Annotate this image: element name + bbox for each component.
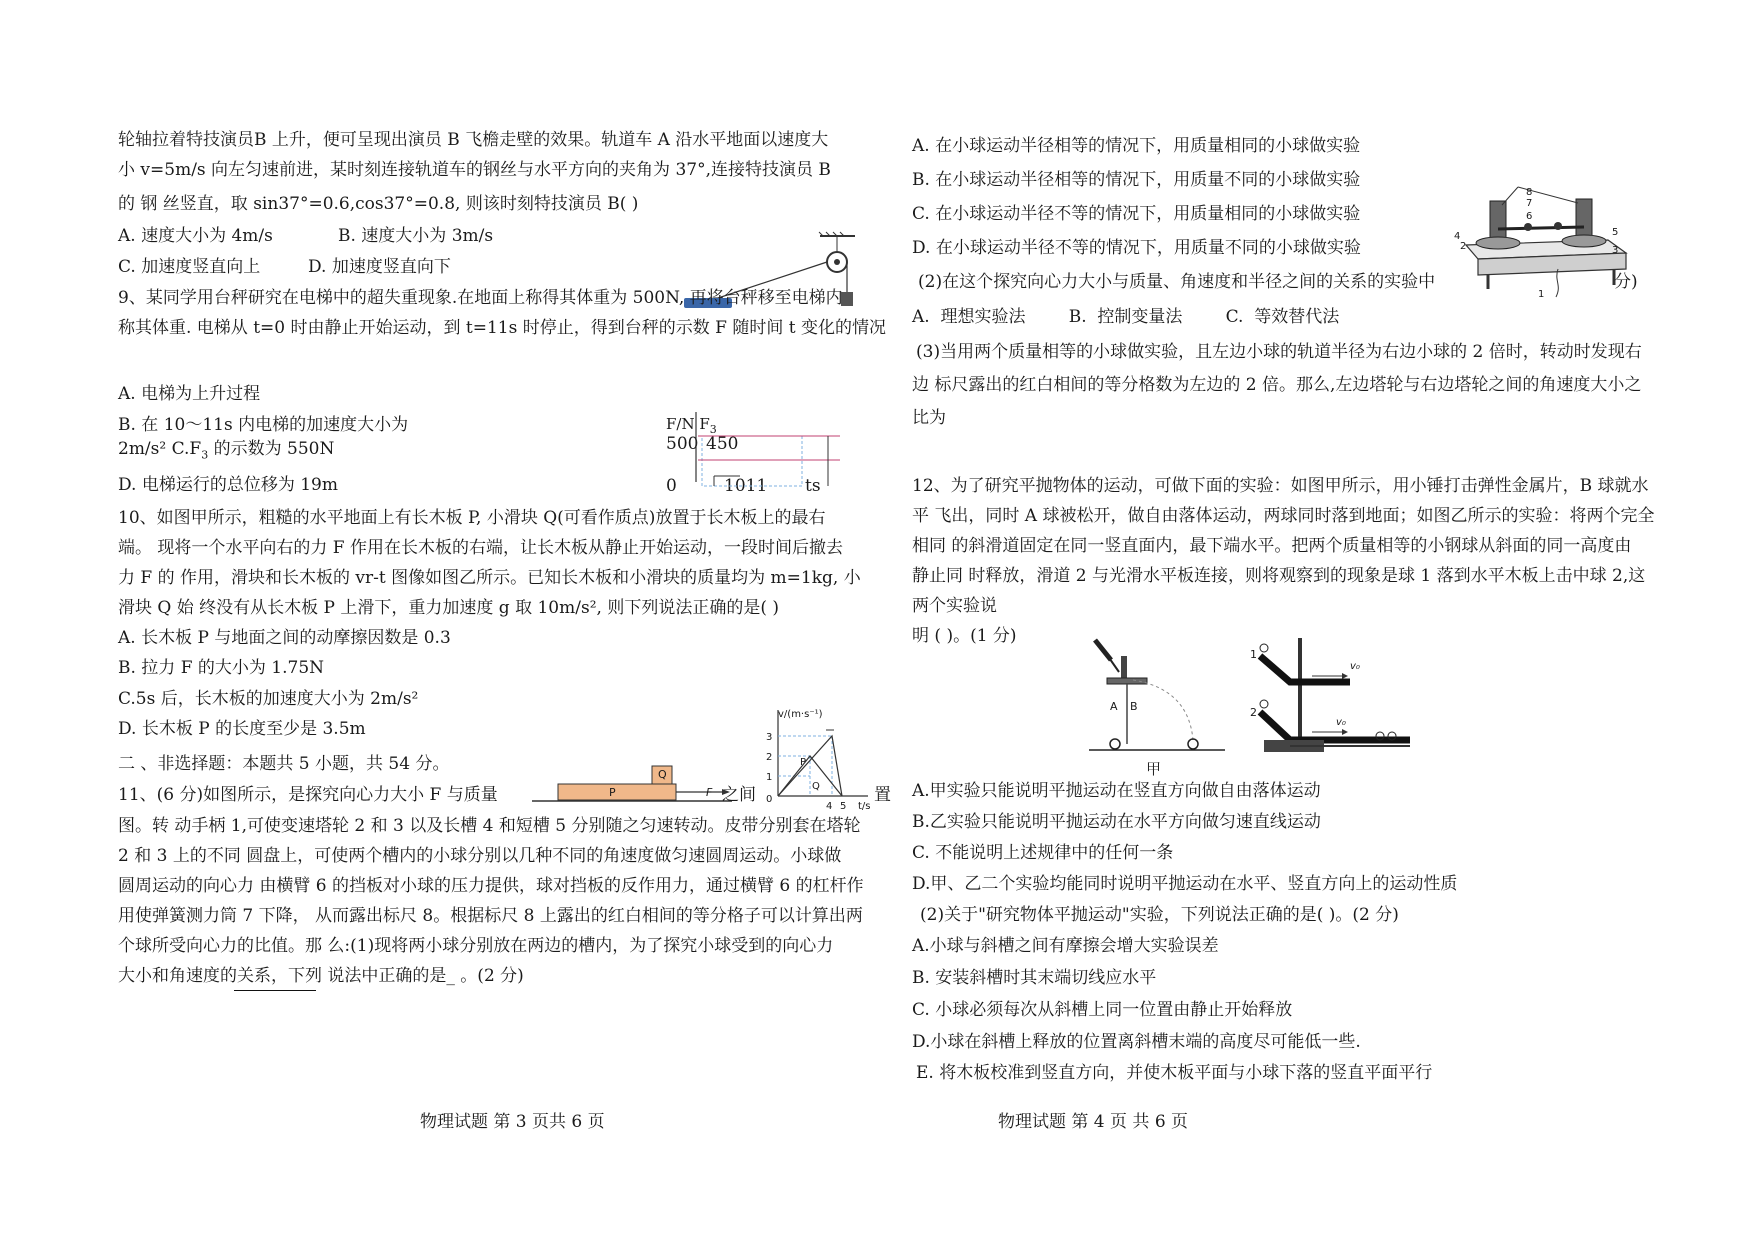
apparatus-label-3: 3	[1612, 245, 1619, 256]
q12-stem-line-1: 12、为了研究平抛物体的运动，可做下面的实验：如图甲所示，用小锤打击弹性金属片，B 球就水	[912, 476, 1649, 496]
q8-stem-line-1: 轮轴拉着特技演员B 上升，便可呈现出演员 B 飞檐走壁的效果。轨道车 A 沿水平地面以速度大	[118, 130, 829, 150]
q12-stem-line-2: 平 飞出，同时 A 球被松开，做自由落体运动，两球同时落到地面；如图乙所示的实验：将两个完全	[912, 506, 1655, 526]
q10-vt-line-p: P	[800, 757, 807, 768]
q10-stem-line-3: 力 F 的 作用，滑块和长木板的 vr-t 图像如图乙所示。已知长木板和小滑块的质量均为 m=1kg, 小	[118, 568, 861, 588]
q12-fig-v1: v₀	[1350, 661, 1360, 672]
q11-part3-line-3: 比为	[912, 408, 946, 428]
q9-option-c-tail: 的示数为 550N	[208, 439, 335, 459]
q12-part2-option-c: C. 小球必须每次从斜槽上同一位置由静止开始释放	[912, 1000, 1293, 1020]
q12-fig-v2: v₀	[1336, 717, 1346, 728]
q10-vt-v-axis: v/(m·s⁻¹)	[778, 709, 823, 720]
q9-graph-fn: F/N	[666, 415, 695, 433]
q9-option-a: A. 电梯为上升过程	[118, 384, 261, 404]
q9-stem-line-1: 9、某同学用台秤研究在电梯中的超失重现象.在地面上称得其体重为 500N, 再将台秤移至电梯内	[118, 288, 843, 308]
q12-stem-line-3: 相同 的斜滑道固定在同一竖直面内，最下端水平。把两个质量相等的小钢球从斜面的同一高度由	[912, 536, 1632, 556]
q10-force-label: F	[706, 786, 713, 799]
q9-graph-f3: F	[699, 415, 710, 433]
apparatus-label-5: 5	[1612, 227, 1619, 238]
q9-option-c-head: 2m/s² C.F	[118, 439, 202, 459]
q12-option-d: D.甲、乙二个实验均能同时说明平抛运动在水平、竖直方向上的运动性质	[912, 874, 1458, 894]
q12-option-b: B.乙实验只能说明平抛运动在水平方向做匀速直线运动	[912, 812, 1321, 832]
q11-stem-tail-a: 之间	[722, 785, 756, 805]
q10-stem-line-4: 滑块 Q 始 终没有从长木板 P 上滑下，重力加速度 g 取 10m/s², 则下列说法正确的是( )	[118, 598, 779, 618]
q10-option-c: C.5s 后，长木板的加速度大小为 2m/s²	[118, 689, 419, 709]
q8-option-a: A. 速度大小为 4m/s	[118, 226, 273, 246]
q12-part2-option-e: E. 将木板校准到竖直方向，并使木板平面与小球下落的竖直平面平行	[916, 1063, 1433, 1083]
apparatus-label-1: 1	[1538, 289, 1545, 300]
q11-option-d: D. 在小球运动半径不等的情况下，用质量不同的小球做实验	[912, 238, 1361, 258]
q8-option-d: D. 加速度竖直向下	[308, 257, 451, 277]
q12-stem-line-6: 明 ( )。(1 分)	[912, 626, 1017, 646]
q12-fig-label-b: B	[1130, 700, 1138, 713]
q11-stem-line-1: 11、(6 分)如图所示，是探究向心力大小 F 与质量	[118, 785, 498, 805]
q10-vt-line-q: Q	[812, 781, 820, 792]
q11-part3-line-2: 边 标尺露出的红白相间的等分格数为左边的 2 倍。那么,左边塔轮与右边塔轮之间的角速度大小之	[912, 375, 1642, 395]
q9-graph-lines	[690, 412, 840, 492]
q9-graph-450: 450	[706, 434, 739, 454]
q10-vt-y1: 1	[766, 772, 773, 783]
q12-figure-yi	[1250, 636, 1410, 756]
q10-vt-x4: 4	[826, 801, 833, 812]
q12-option-a: A.甲实验只能说明平抛运动在竖直方向做自由落体运动	[912, 781, 1321, 801]
q9-option-b: B. 在 10～11s 内电梯的加速度大小为	[118, 415, 409, 435]
q11-option-c: C. 在小球运动半径不等的情况下，用质量相同的小球做实验	[912, 204, 1361, 224]
apparatus-label-7: 7	[1526, 198, 1533, 209]
q10-board-figure	[532, 762, 732, 804]
q11-part2-options: A. 理想实验法 B. 控制变量法 C. 等效替代法	[912, 307, 1340, 327]
q9-graph-t-ticks: 1011	[724, 476, 768, 496]
q10-block-q-label: Q	[658, 768, 667, 781]
q11-stem-line-5: 用使弹簧测力筒 7 下降， 从而露出标尺 8。根据标尺 8 上露出的红白相间的等分格子可以计算出两	[118, 906, 863, 926]
q9-option-c	[118, 438, 334, 466]
q11-underline	[234, 990, 316, 991]
q10-vt-t-axis: t/s	[858, 801, 871, 812]
q12-figure-jia	[1085, 636, 1235, 756]
q9-graph-t-unit: ts	[805, 476, 821, 496]
q10-vt-x5: 5	[840, 801, 847, 812]
section-2-heading: 二 、非选择题：本题共 5 小题，共 54 分。	[118, 754, 450, 774]
q12-part2: (2)关于"研究物体平抛运动"实验，下列说法正确的是( )。(2 分)	[920, 905, 1399, 925]
q9-stem-line-2: 称其体重. 电梯从 t=0 时由静止开始运动，到 t=11s 时停止，得到台秤的示数 F 随时间 t 变化的情况	[118, 318, 886, 338]
q11-stem-tail-b: 置	[874, 785, 891, 805]
q10-option-d: D. 长木板 P 的长度至少是 3.5m	[118, 719, 366, 739]
q12-fig-label-a: A	[1110, 700, 1118, 713]
q11-option-a: A. 在小球运动半径相等的情况下，用质量相同的小球做实验	[912, 136, 1361, 156]
q12-part2-option-d: D.小球在斜槽上释放的位置离斜槽末端的高度尽可能低一些.	[912, 1032, 1361, 1052]
q10-vt-origin: 0	[766, 794, 773, 805]
q10-stem-line-2: 端。 现将一个水平向右的力 F 作用在长木板的右端，让长木板从静止开始运动，一段时间后撤去	[118, 538, 844, 558]
q10-option-a: A. 长木板 P 与地面之间的动摩擦因数是 0.3	[118, 628, 451, 648]
q9-graph-origin: 0	[666, 476, 677, 496]
apparatus-label-6: 6	[1526, 211, 1533, 222]
q9-option-d: D. 电梯运行的总位移为 19m	[118, 475, 338, 495]
q11-stem-line-4: 圆周运动的向心力 由横臂 6 的挡板对小球的压力提供，球对挡板的反作用力，通过横臂 6 的杠杆作	[118, 876, 864, 896]
apparatus-label-8: 8	[1526, 187, 1533, 198]
q12-fig-label-jia: 甲	[1146, 760, 1162, 778]
q11-option-b: B. 在小球运动半径相等的情况下，用质量不同的小球做实验	[912, 170, 1361, 190]
q10-vt-y3: 3	[766, 732, 773, 743]
q12-part2-option-b: B. 安装斜槽时其末端切线应水平	[912, 968, 1157, 988]
q10-option-b: B. 拉力 F 的大小为 1.75N	[118, 658, 325, 678]
q12-option-c: C. 不能说明上述规律中的任何一条	[912, 843, 1174, 863]
apparatus-label-2: 2	[1460, 241, 1467, 252]
q9-graph-f3-sub: 3	[709, 423, 717, 436]
q12-fig-ball-1: 1	[1250, 648, 1257, 661]
q10-vt-y2: 2	[766, 752, 773, 763]
q12-fig-ball-2: 2	[1250, 706, 1257, 719]
q10-board-p-label: P	[609, 786, 616, 799]
q8-stem-line-2: 小 v=5m/s 向左匀速前进，某时刻连接轨道车的钢丝与水平方向的夹角为 37°,连接特技演员 B	[118, 160, 831, 180]
q12-stem-line-4: 静止同 时释放，滑道 2 与光滑水平板连接，则将观察到的现象是球 1 落到水平木板上击中球 2,这	[912, 566, 1646, 586]
q9-option-c-sub: 3	[201, 448, 209, 462]
q11-stem-line-3: 2 和 3 上的不同 圆盘上，可使两个槽内的小球分别以几种不同的角速度做匀速圆周运动。小球做	[118, 846, 842, 866]
right-page-footer: 物理试题 第 4 页 共 6 页	[998, 1112, 1189, 1132]
apparatus-label-4: 4	[1454, 231, 1461, 242]
q8-stem-line-3: 的 钢 丝竖直，取 sin37°=0.6,cos37°=0.8, 则该时刻特技演员 B( )	[118, 194, 639, 214]
left-page-footer: 物理试题 第 3 页共 6 页	[420, 1112, 605, 1132]
q12-part2-option-a: A.小球与斜槽之间有摩擦会增大实验误差	[912, 936, 1219, 956]
q11-part2: (2)在这个探究向心力大小与质量、角速度和半径之间的关系的实验中	[918, 272, 1436, 292]
q11-stem-line-6: 个球所受向心力的比值。那 么:(1)现将两小球分别放在两边的槽内，为了探究小球受到的向心力	[118, 936, 834, 956]
q10-stem-line-1: 10、如图甲所示，粗糙的水平地面上有长木板 P, 小滑块 Q(可看作质点)放置于长木板上的最右	[118, 508, 826, 528]
q9-graph-500: 500	[666, 434, 699, 454]
q12-stem-line-5: 两个实验说	[912, 596, 997, 616]
q11-stem-line-7: 大小和角速度的关系，下列 说法中正确的是_ 。(2 分)	[118, 966, 524, 986]
q11-part3-line-1: (3)当用两个质量相等的小球做实验，且左边小球的轨道半径为右边小球的 2 倍时，转动时发现右	[916, 342, 1642, 362]
q8-option-b: B. 速度大小为 3m/s	[338, 226, 494, 246]
q8-option-c: C. 加速度竖直向上	[118, 257, 261, 277]
q11-stem-line-2: 图。转 动手柄 1,可使变速塔轮 2 和 3 以及长槽 4 和短槽 5 分别随之匀速转动。皮带分别套在塔轮	[118, 816, 861, 836]
centripetal-apparatus-figure	[1458, 185, 1633, 300]
q11-part2-tail: 分)	[1614, 272, 1638, 292]
